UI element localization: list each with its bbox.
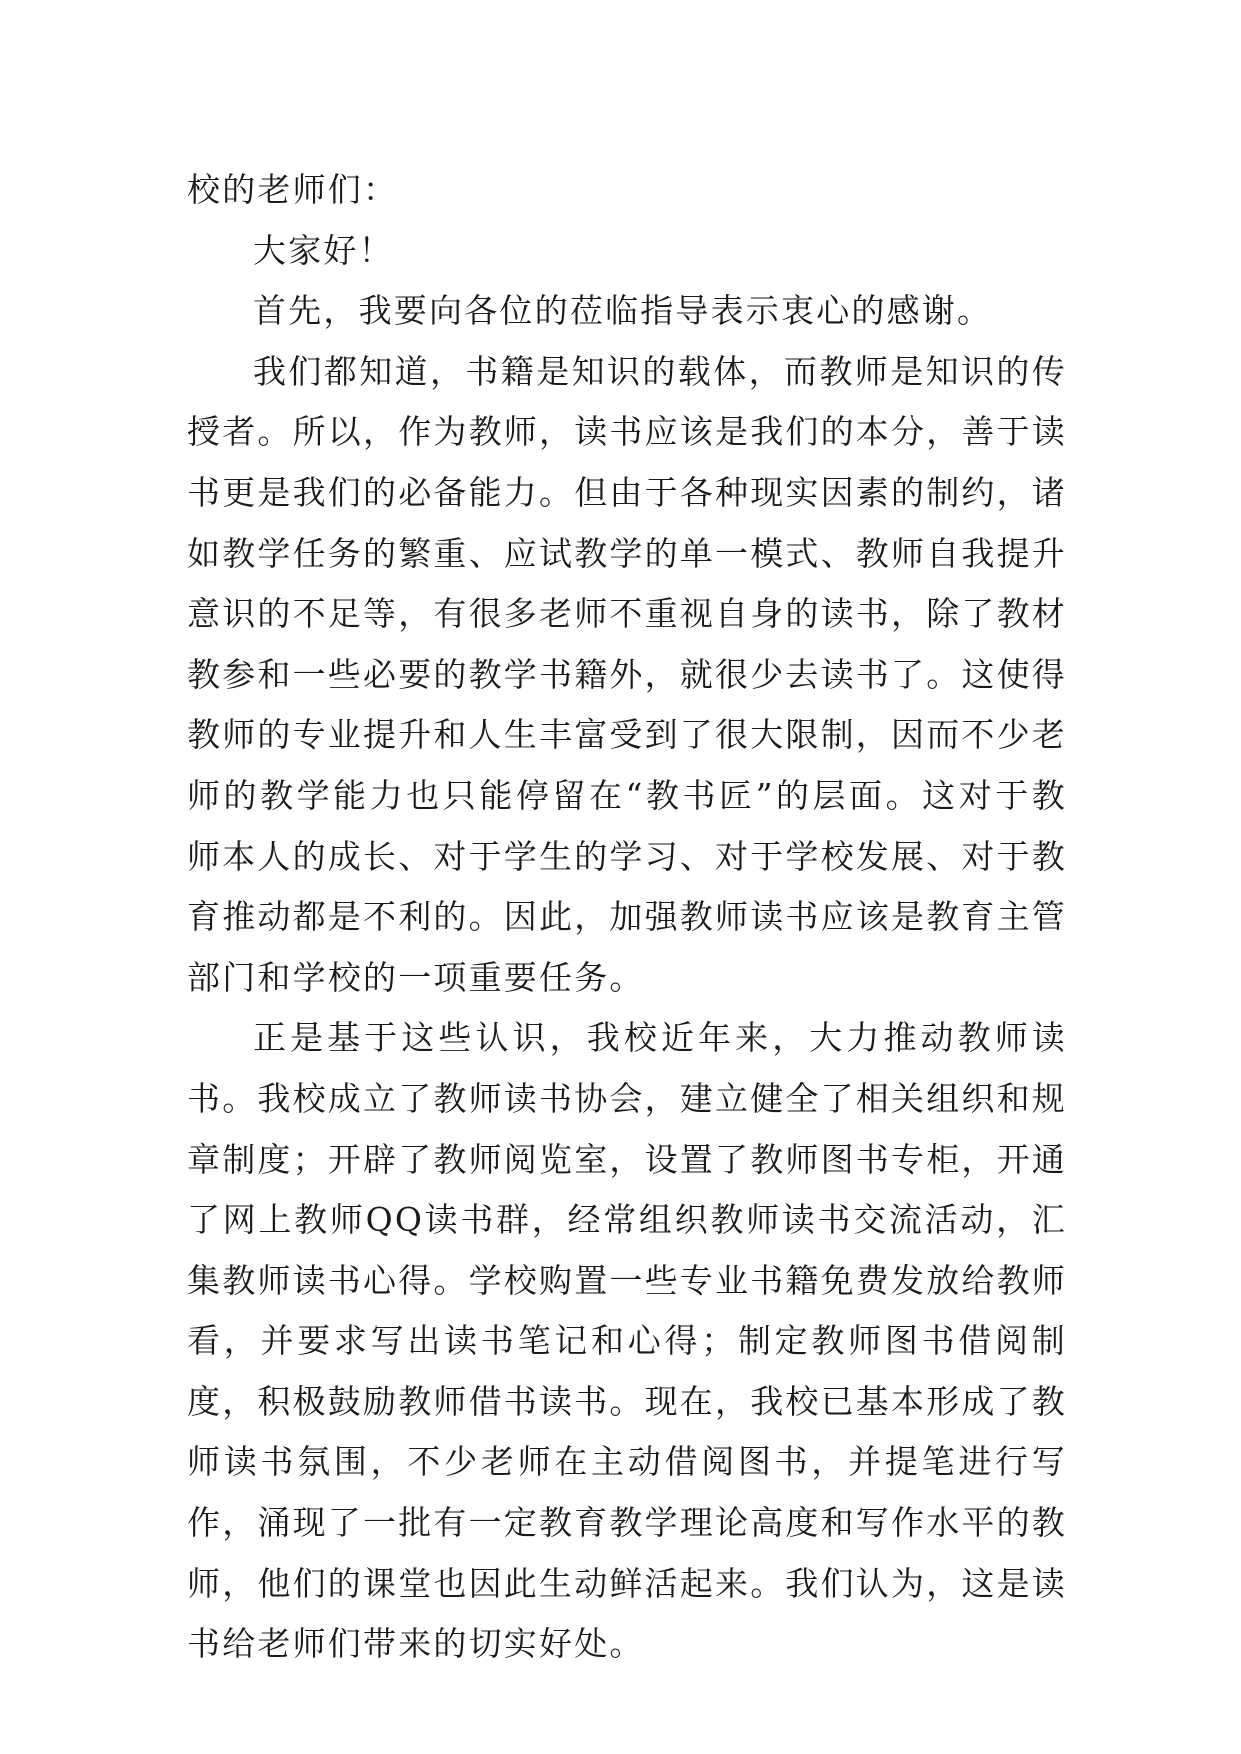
paragraph-reading-importance: 我们都知道，书籍是知识的载体，而教师是知识的传授者。所以，作为教师，读书应该是我们的本分，善于读书更是我们的必备能力。但由于各种现实因素的制约，诸如教学任务的繁重、应试教学的单一模式、教师自我提升意识的不足等，有很多老师不重视自身的读书，除了教材教参和一些必要的教学书籍外，就很少去读书了。这使得教师的专业提升和人生丰富受到了很大限制，因而不少老师的教学能力也只能停留在“教书匠”的层面。这对于教师本人的成长、对于学生的学习、对于学校发展、对于教育推动都是不利的。因此，加强教师读书应该是教育主管部门和学校的一项重要任务。 (187, 351, 1067, 997)
paragraph-thanks: 首先，我要向各位的莅临指导表示衷心的感谢。 (253, 291, 993, 331)
paragraph-school-initiatives: 正是基于这些认识，我校近年来，大力推动教师读书。我校成立了教师读书协会，建立健全了相关组织和规章制度；开辟了教师阅览室，设置了教师图书专柜，开通了网上教师QQ读书群，经常组织教师读书交流活动，汇集教师读书心得。学校购置一些专业书籍免费发放给教师看，并要求写出读书笔记和心得；制定教师图书借阅制度，积极鼓励教师借书读书。现在，我校已基本形成了教师读书氛围，不少老师在主动借阅图书，并提笔进行写作，涌现了一批有一定教育教学理论高度和写作水平的教师，他们的课堂也因此生动鲜活起来。我们认为，这是读书给老师们带来的切实好处。 (187, 1018, 1067, 1664)
document-body (187, 160, 1067, 1675)
paragraph-greeting: 大家好！ (253, 230, 394, 270)
salutation: 校的老师们： (187, 170, 399, 209)
